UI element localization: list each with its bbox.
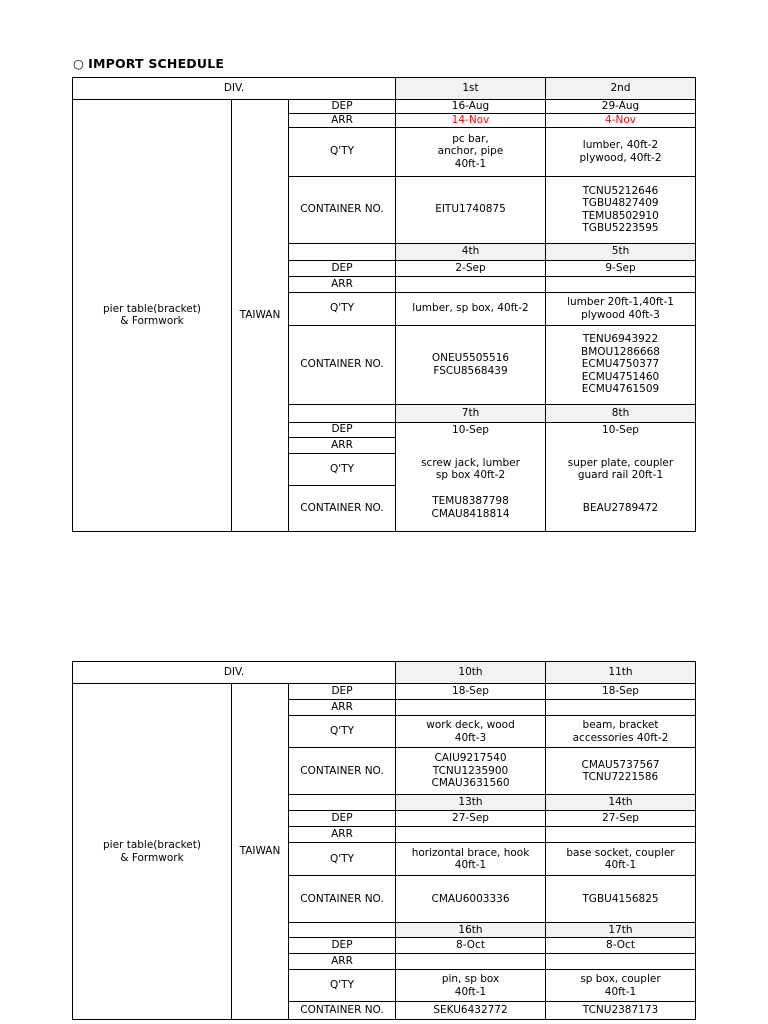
dep-row [73,684,696,700]
dep-label: DEP [289,938,396,954]
arr-value [396,700,546,716]
column-header: 2nd [546,78,696,100]
arr-value [546,276,696,292]
table-header-row [73,662,696,684]
column-header: 11th [546,662,696,684]
container-value: CAIU9217540 TCNU1235900 CMAU3631560 [396,748,546,795]
dep-value: 2-Sep [396,260,546,276]
qty-value: horizontal brace, hook 40ft-1 [396,843,546,876]
container-value: TGBU4156825 [546,876,696,923]
arr-label: ARR [289,954,396,970]
container-value: CMAU6003336 [396,876,546,923]
container-label: CONTAINER NO. [289,1002,396,1020]
import-schedule-table-2 [72,661,696,1020]
qty-value: screw jack, lumber sp box 40ft-2 [396,453,546,485]
arr-label: ARR [289,114,396,128]
arr-value [546,827,696,843]
empty-label-cell [289,795,396,811]
container-value: CMAU5737567 TCNU7221586 [546,748,696,795]
qty-label: Q'TY [289,453,396,485]
empty-label-cell [289,923,396,938]
arr-value [396,954,546,970]
arr-label: ARR [289,276,396,292]
origin-cell: TAIWAN [232,684,289,1020]
table-header-row [73,78,696,100]
dep-value: 10-Sep [546,422,696,437]
column-header: 14th [546,795,696,811]
column-header: 17th [546,923,696,938]
container-label: CONTAINER NO. [289,325,396,404]
qty-label: Q'TY [289,716,396,748]
column-header: 1st [396,78,546,100]
column-header: 16th [396,923,546,938]
dep-value: 27-Sep [546,811,696,827]
arr-value [396,827,546,843]
qty-value: lumber, sp box, 40ft-2 [396,292,546,325]
container-value: SEKU6432772 [396,1002,546,1020]
qty-label: Q'TY [289,843,396,876]
dep-value: 9-Sep [546,260,696,276]
arr-value [396,276,546,292]
dep-value: 10-Sep [396,422,546,437]
container-value: ONEU5505516 FSCU8568439 [396,325,546,404]
qty-value: sp box, coupler 40ft-1 [546,970,696,1002]
qty-value: pin, sp box 40ft-1 [396,970,546,1002]
arr-value [546,700,696,716]
div-header: DIV. [73,78,396,100]
item-cell: pier table(bracket) & Formwork [73,684,232,1020]
container-label: CONTAINER NO. [289,485,396,531]
container-label: CONTAINER NO. [289,176,396,243]
container-value: EITU1740875 [396,176,546,243]
page-title [73,56,224,71]
container-value: TEMU8387798 CMAU8418814 [396,485,546,531]
dep-label: DEP [289,422,396,437]
dep-label: DEP [289,684,396,700]
dep-label: DEP [289,811,396,827]
container-value: TCNU2387173 [546,1002,696,1020]
qty-label: Q'TY [289,127,396,176]
dep-label: DEP [289,260,396,276]
container-value: TCNU5212646 TGBU4827409 TEMU8502910 TGBU5223595 [546,176,696,243]
column-header: 4th [396,243,546,260]
dep-value: 18-Sep [396,684,546,700]
arr-value [396,437,546,453]
dep-value: 29-Aug [546,100,696,114]
arr-label: ARR [289,437,396,453]
dep-row [73,100,696,114]
qty-value: base socket, coupler 40ft-1 [546,843,696,876]
dep-value: 27-Sep [396,811,546,827]
container-value: TENU6943922 BMOU1286668 ECMU4750377 ECMU4751460 ECMU4761509 [546,325,696,404]
qty-value: lumber 20ft-1,40ft-1 plywood 40ft-3 [546,292,696,325]
div-header: DIV. [73,662,396,684]
title-text: IMPORT SCHEDULE [88,56,225,71]
container-value: BEAU2789472 [546,485,696,531]
qty-label: Q'TY [289,970,396,1002]
qty-value: work deck, wood 40ft-3 [396,716,546,748]
qty-value: lumber, 40ft-2 plywood, 40ft-2 [546,127,696,176]
arr-label: ARR [289,827,396,843]
dep-value: 8-Oct [396,938,546,954]
dep-value: 18-Sep [546,684,696,700]
arr-value: 14-Nov [396,114,546,128]
column-header: 13th [396,795,546,811]
arr-value [546,437,696,453]
qty-value: super plate, coupler guard rail 20ft-1 [546,453,696,485]
empty-label-cell [289,404,396,422]
empty-label-cell [289,243,396,260]
qty-label: Q'TY [289,292,396,325]
column-header: 5th [546,243,696,260]
dep-value: 8-Oct [546,938,696,954]
column-header: 8th [546,404,696,422]
dep-value: 16-Aug [396,100,546,114]
container-label: CONTAINER NO. [289,876,396,923]
import-schedule-table-1 [72,77,696,532]
column-header: 7th [396,404,546,422]
origin-cell: TAIWAN [232,100,289,532]
arr-value: 4-Nov [546,114,696,128]
arr-label: ARR [289,700,396,716]
qty-value: pc bar, anchor, pipe 40ft-1 [396,127,546,176]
column-header: 10th [396,662,546,684]
arr-value [546,954,696,970]
circle-marker-icon: ○ [73,56,85,71]
item-cell: pier table(bracket) & Formwork [73,100,232,532]
container-label: CONTAINER NO. [289,748,396,795]
qty-value: beam, bracket accessories 40ft-2 [546,716,696,748]
dep-label: DEP [289,100,396,114]
